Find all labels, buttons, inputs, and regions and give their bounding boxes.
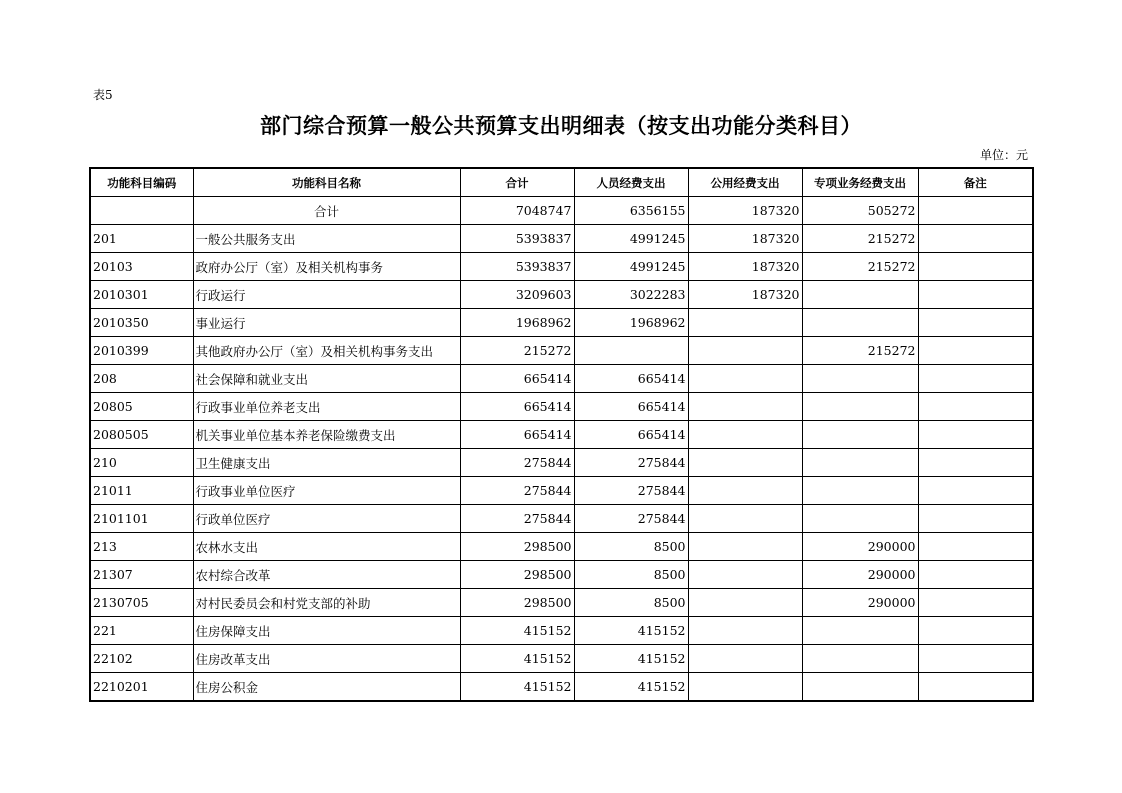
cell-code: 20805 — [90, 393, 193, 421]
table-row — [90, 477, 1033, 505]
cell-name: 农林水支出 — [193, 533, 460, 561]
cell-public — [688, 617, 802, 645]
col-header-total: 合计 — [460, 168, 574, 197]
cell-name: 社会保障和就业支出 — [193, 365, 460, 393]
cell-name: 卫生健康支出 — [193, 449, 460, 477]
col-header-public: 公用经费支出 — [688, 168, 802, 197]
cell-code: 2010350 — [90, 309, 193, 337]
cell-total: 215272 — [460, 337, 574, 365]
cell-code — [90, 197, 193, 225]
cell-special: 505272 — [802, 197, 918, 225]
cell-total: 298500 — [460, 589, 574, 617]
cell-name: 行政事业单位养老支出 — [193, 393, 460, 421]
cell-remark — [918, 253, 1033, 281]
cell-personnel: 4991245 — [574, 253, 688, 281]
budget-table — [89, 167, 1034, 702]
cell-personnel: 415152 — [574, 617, 688, 645]
col-header-special: 专项业务经费支出 — [802, 168, 918, 197]
cell-remark — [918, 225, 1033, 253]
cell-name: 机关事业单位基本养老保险缴费支出 — [193, 421, 460, 449]
cell-remark — [918, 477, 1033, 505]
cell-public: 187320 — [688, 281, 802, 309]
cell-code: 2130705 — [90, 589, 193, 617]
cell-public — [688, 505, 802, 533]
cell-public — [688, 477, 802, 505]
cell-public: 187320 — [688, 253, 802, 281]
cell-total: 1968962 — [460, 309, 574, 337]
cell-special: 290000 — [802, 589, 918, 617]
cell-public — [688, 673, 802, 702]
cell-total: 7048747 — [460, 197, 574, 225]
cell-code: 2010399 — [90, 337, 193, 365]
table-row — [90, 337, 1033, 365]
cell-remark — [918, 337, 1033, 365]
cell-name: 行政单位医疗 — [193, 505, 460, 533]
table-row — [90, 505, 1033, 533]
cell-remark — [918, 505, 1033, 533]
table-row — [90, 253, 1033, 281]
cell-special — [802, 393, 918, 421]
cell-total: 415152 — [460, 645, 574, 673]
cell-code: 2101101 — [90, 505, 193, 533]
cell-name: 事业运行 — [193, 309, 460, 337]
table-row — [90, 365, 1033, 393]
cell-remark — [918, 365, 1033, 393]
cell-name: 住房改革支出 — [193, 645, 460, 673]
cell-personnel: 1968962 — [574, 309, 688, 337]
table-row — [90, 309, 1033, 337]
cell-public — [688, 449, 802, 477]
page-title: 部门综合预算一般公共预算支出明细表（按支出功能分类科目） — [260, 114, 862, 138]
cell-code: 21307 — [90, 561, 193, 589]
col-header-remark: 备注 — [918, 168, 1033, 197]
table-row — [90, 673, 1033, 702]
cell-special — [802, 673, 918, 702]
cell-total: 665414 — [460, 393, 574, 421]
table-row — [90, 533, 1033, 561]
table-row — [90, 617, 1033, 645]
cell-public — [688, 421, 802, 449]
cell-remark — [918, 421, 1033, 449]
cell-remark — [918, 617, 1033, 645]
cell-public — [688, 393, 802, 421]
cell-code: 213 — [90, 533, 193, 561]
cell-personnel: 8500 — [574, 533, 688, 561]
cell-public — [688, 337, 802, 365]
cell-public: 187320 — [688, 225, 802, 253]
cell-name: 行政事业单位医疗 — [193, 477, 460, 505]
cell-remark — [918, 645, 1033, 673]
cell-name: 住房保障支出 — [193, 617, 460, 645]
cell-total: 5393837 — [460, 253, 574, 281]
table-total-row — [90, 197, 1033, 225]
cell-total: 275844 — [460, 449, 574, 477]
cell-total: 665414 — [460, 421, 574, 449]
cell-remark — [918, 197, 1033, 225]
cell-personnel: 4991245 — [574, 225, 688, 253]
table-row — [90, 225, 1033, 253]
unit-label: 单位：元 — [980, 148, 1029, 162]
cell-special: 215272 — [802, 225, 918, 253]
cell-name: 其他政府办公厅（室）及相关机构事务支出 — [193, 337, 460, 365]
table-row — [90, 449, 1033, 477]
cell-personnel: 8500 — [574, 589, 688, 617]
cell-name: 行政运行 — [193, 281, 460, 309]
cell-personnel: 665414 — [574, 393, 688, 421]
cell-personnel: 415152 — [574, 645, 688, 673]
cell-total: 298500 — [460, 561, 574, 589]
cell-total: 298500 — [460, 533, 574, 561]
cell-total: 3209603 — [460, 281, 574, 309]
cell-name: 住房公积金 — [193, 673, 460, 702]
cell-name: 农村综合改革 — [193, 561, 460, 589]
cell-remark — [918, 281, 1033, 309]
cell-remark — [918, 449, 1033, 477]
table-row — [90, 281, 1033, 309]
table-header-row — [90, 168, 1033, 197]
cell-public — [688, 589, 802, 617]
cell-personnel: 275844 — [574, 505, 688, 533]
cell-code: 210 — [90, 449, 193, 477]
cell-total: 275844 — [460, 477, 574, 505]
cell-total: 5393837 — [460, 225, 574, 253]
table-row — [90, 589, 1033, 617]
table-row — [90, 561, 1033, 589]
cell-personnel: 8500 — [574, 561, 688, 589]
cell-special: 215272 — [802, 337, 918, 365]
cell-personnel: 275844 — [574, 477, 688, 505]
cell-personnel: 665414 — [574, 365, 688, 393]
cell-special — [802, 281, 918, 309]
cell-remark — [918, 533, 1033, 561]
cell-special — [802, 449, 918, 477]
cell-personnel — [574, 337, 688, 365]
cell-remark — [918, 393, 1033, 421]
cell-remark — [918, 589, 1033, 617]
cell-total: 415152 — [460, 617, 574, 645]
cell-public — [688, 645, 802, 673]
cell-total: 415152 — [460, 673, 574, 702]
cell-personnel: 415152 — [574, 673, 688, 702]
cell-remark — [918, 673, 1033, 702]
cell-special: 215272 — [802, 253, 918, 281]
cell-name: 合计 — [193, 197, 460, 225]
cell-special — [802, 477, 918, 505]
cell-public — [688, 533, 802, 561]
cell-public — [688, 309, 802, 337]
cell-special — [802, 505, 918, 533]
cell-special: 290000 — [802, 533, 918, 561]
cell-personnel: 275844 — [574, 449, 688, 477]
table-row — [90, 645, 1033, 673]
cell-public — [688, 561, 802, 589]
cell-public — [688, 365, 802, 393]
cell-name: 对村民委员会和村党支部的补助 — [193, 589, 460, 617]
cell-name: 一般公共服务支出 — [193, 225, 460, 253]
cell-public: 187320 — [688, 197, 802, 225]
cell-special — [802, 617, 918, 645]
cell-special: 290000 — [802, 561, 918, 589]
cell-code: 2210201 — [90, 673, 193, 702]
cell-special — [802, 309, 918, 337]
cell-total: 665414 — [460, 365, 574, 393]
cell-code: 20103 — [90, 253, 193, 281]
cell-code: 22102 — [90, 645, 193, 673]
cell-total: 275844 — [460, 505, 574, 533]
table-row — [90, 421, 1033, 449]
col-header-personnel: 人员经费支出 — [574, 168, 688, 197]
cell-code: 208 — [90, 365, 193, 393]
col-header-code: 功能科目编码 — [90, 168, 193, 197]
cell-remark — [918, 561, 1033, 589]
cell-code: 201 — [90, 225, 193, 253]
cell-special — [802, 421, 918, 449]
cell-personnel: 6356155 — [574, 197, 688, 225]
cell-code: 2010301 — [90, 281, 193, 309]
cell-name: 政府办公厅（室）及相关机构事务 — [193, 253, 460, 281]
cell-special — [802, 645, 918, 673]
col-header-name: 功能科目名称 — [193, 168, 460, 197]
cell-personnel: 665414 — [574, 421, 688, 449]
cell-special — [802, 365, 918, 393]
cell-remark — [918, 309, 1033, 337]
sheet-label: 表5 — [93, 88, 113, 102]
cell-code: 2080505 — [90, 421, 193, 449]
cell-code: 221 — [90, 617, 193, 645]
table-row — [90, 393, 1033, 421]
cell-personnel: 3022283 — [574, 281, 688, 309]
cell-code: 21011 — [90, 477, 193, 505]
